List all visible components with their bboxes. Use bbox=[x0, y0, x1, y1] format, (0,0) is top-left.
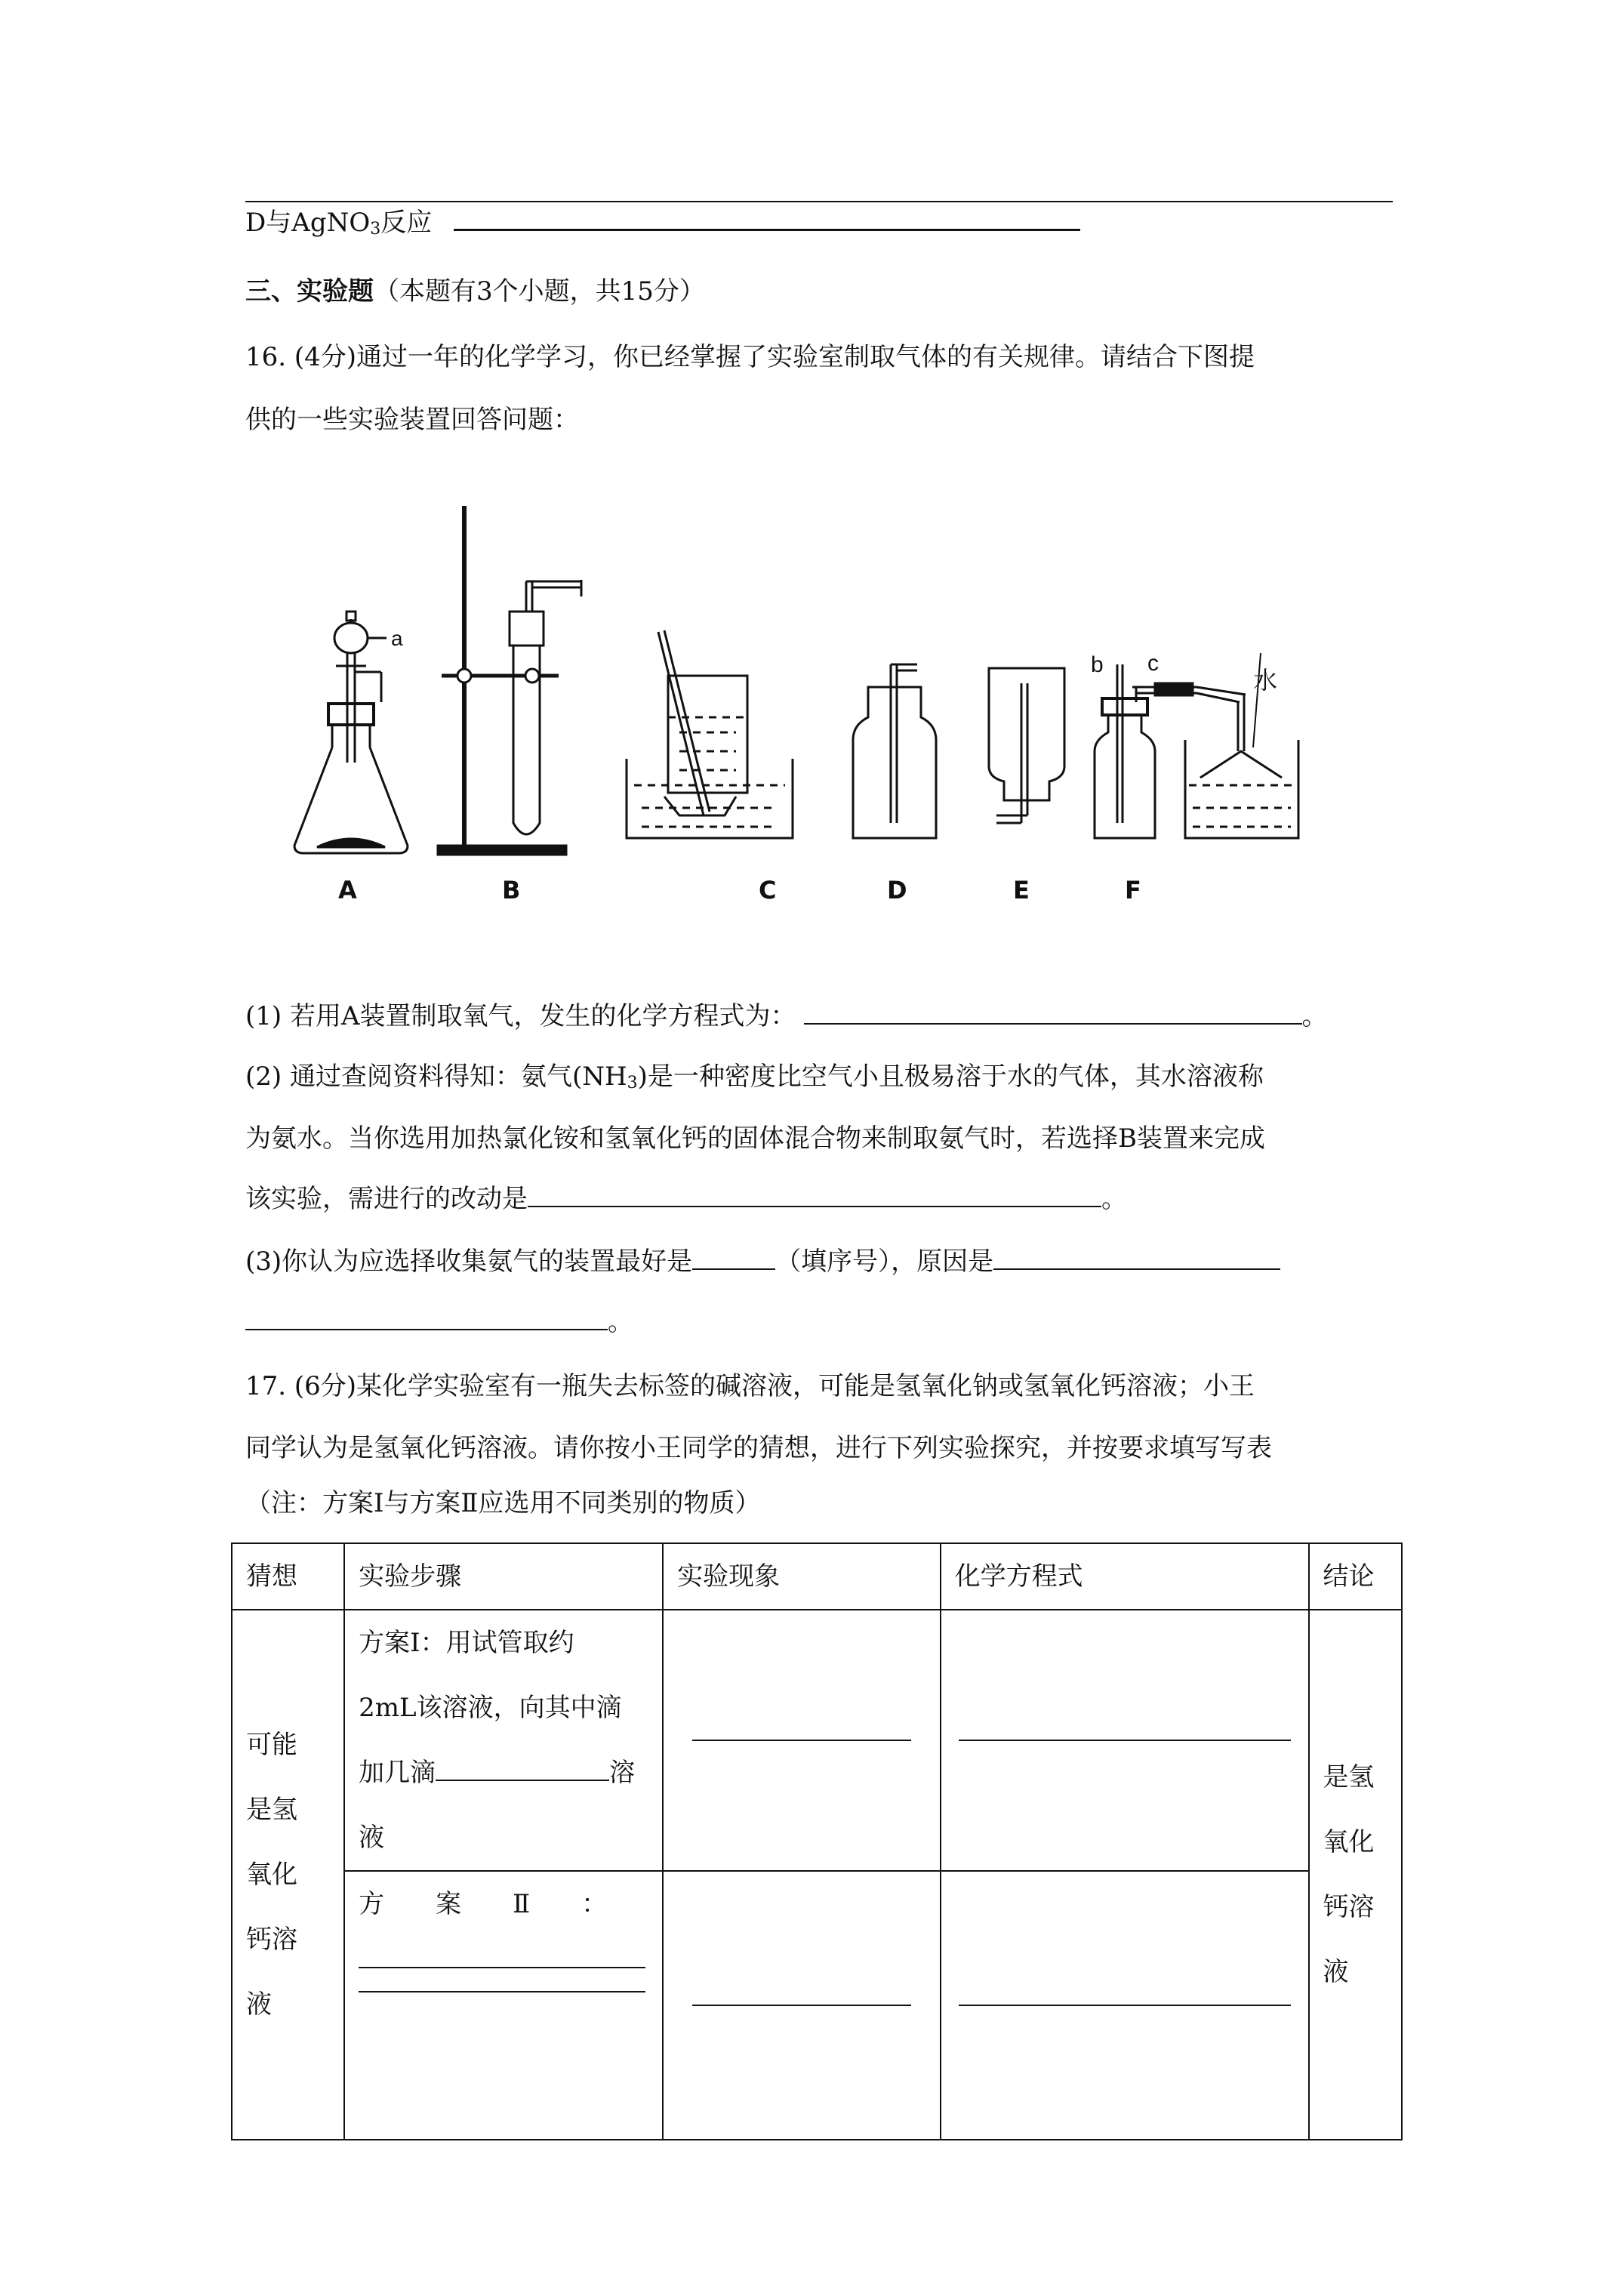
experiment-table bbox=[231, 1542, 1403, 2140]
table-row-plan1 bbox=[232, 1610, 1402, 1871]
plan1-text: 溶 bbox=[609, 1758, 636, 1788]
apparatus-drawing bbox=[272, 491, 1278, 914]
plan2-label: 方 案 Ⅱ ： bbox=[359, 1889, 608, 1919]
guess-line: 钙溶 bbox=[246, 1925, 297, 1955]
plan1-line: 方案Ⅰ：用试管取约 bbox=[359, 1628, 574, 1658]
apparatus-d bbox=[853, 664, 936, 838]
figure-label-small-b: b bbox=[1091, 652, 1104, 677]
answer-blank-q16-3a[interactable] bbox=[692, 1246, 775, 1270]
q16-part2-subscript: 3 bbox=[627, 1074, 638, 1093]
answer-blank-q16-3c[interactable] bbox=[245, 1306, 608, 1330]
answer-blank-q16-1[interactable] bbox=[804, 1000, 1302, 1025]
plan1-equation-cell bbox=[941, 1610, 1309, 1871]
q16-part1-end: 。 bbox=[1301, 1001, 1328, 1031]
header-steps: 实验步骤 bbox=[344, 1543, 663, 1610]
answer-blank-plan1-reagent[interactable] bbox=[436, 1760, 609, 1781]
q17-intro-line2: 同学认为是氢氧化钙溶液。请你按小王同学的猜想，进行下列实验探究，并按要求填写写表 bbox=[245, 1433, 1272, 1463]
apparatus-e bbox=[989, 668, 1064, 823]
q17-intro-line1: 17. (6分)某化学实验室有一瓶失去标签的碱溶液，可能是氢氧化钠或氢氧化钙溶液；小王 bbox=[245, 1371, 1255, 1401]
q16-part3-text-a: (3)你认为应选择收集氨气的装置最好是 bbox=[245, 1247, 693, 1277]
prev-line-prefix: D与AgNO bbox=[245, 208, 371, 238]
conclusion-line: 液 bbox=[1323, 1957, 1349, 1987]
section-title: 三、实验题 bbox=[245, 276, 374, 307]
guess-cell bbox=[232, 1610, 344, 2140]
figure-label-b: B bbox=[502, 876, 521, 905]
answer-blank-plan1-phenomenon[interactable] bbox=[692, 1740, 911, 1741]
plan1-line: 2mL该溶液，向其中滴 bbox=[359, 1693, 622, 1723]
answer-blank-d-agno3[interactable] bbox=[454, 206, 1080, 231]
plan1-line: 液 bbox=[359, 1823, 385, 1853]
q17-note: （注：方案Ⅰ与方案Ⅱ应选用不同类别的物质） bbox=[245, 1488, 761, 1518]
q16-part2-line1 bbox=[245, 1059, 1264, 1101]
q16-part2-line3 bbox=[245, 1182, 1127, 1216]
plan1-steps-cell bbox=[344, 1610, 663, 1871]
prev-line-subscript: 3 bbox=[370, 220, 381, 239]
answer-blank-plan2-step2[interactable] bbox=[359, 1991, 645, 1992]
figure-label-e: E bbox=[1013, 876, 1030, 905]
section-heading bbox=[245, 274, 705, 309]
answer-blank-plan2-equation[interactable] bbox=[959, 2005, 1291, 2006]
guess-line: 氧化 bbox=[246, 1860, 297, 1890]
figure-label-small-a: a bbox=[391, 627, 403, 650]
answer-blank-plan2-phenomenon[interactable] bbox=[692, 2005, 911, 2006]
figure-label-a: A bbox=[338, 876, 357, 905]
apparatus-b bbox=[438, 506, 581, 855]
header-phenomenon: 实验现象 bbox=[663, 1543, 941, 1610]
header-equation: 化学方程式 bbox=[941, 1543, 1309, 1610]
top-rule bbox=[245, 201, 1393, 202]
conclusion-line: 钙溶 bbox=[1323, 1892, 1375, 1922]
plan2-phenomenon-cell bbox=[663, 1871, 941, 2140]
answer-blank-q16-3b[interactable] bbox=[993, 1246, 1280, 1270]
figure-label-d: D bbox=[887, 876, 907, 905]
prev-line-suffix: 反应 bbox=[380, 208, 433, 238]
q16-part2-end: 。 bbox=[1101, 1184, 1127, 1214]
q16-part3-text-b: （填序号），原因是 bbox=[775, 1247, 994, 1277]
plan1-phenomenon-cell bbox=[663, 1610, 941, 1871]
q16-part2-text-b: )是一种密度比空气小且极易溶于水的气体，其水溶液称 bbox=[637, 1062, 1264, 1092]
plan1-text: 加几滴 bbox=[359, 1758, 436, 1788]
q16-part2-text-c: 该实验，需进行的改动是 bbox=[245, 1184, 528, 1214]
q16-part2-text-a: (2) 通过查阅资料得知：氨气(NH bbox=[245, 1062, 627, 1092]
figure-label-f: F bbox=[1125, 876, 1141, 905]
apparatus-c bbox=[627, 630, 793, 838]
section-note: （本题有3个小题，共15分） bbox=[374, 276, 705, 307]
conclusion-line: 是氢 bbox=[1323, 1762, 1375, 1792]
q16-part3-line2 bbox=[245, 1305, 633, 1339]
answer-blank-plan2-step1[interactable] bbox=[359, 1967, 645, 1968]
apparatus-figure bbox=[272, 491, 1278, 914]
figure-label-small-c: c bbox=[1147, 651, 1159, 676]
conclusion-cell bbox=[1309, 1610, 1402, 2140]
table-header-row bbox=[232, 1543, 1402, 1610]
figure-label-water: 水 bbox=[1253, 666, 1278, 695]
q16-part3-line1 bbox=[245, 1244, 1280, 1279]
figure-label-c: C bbox=[759, 876, 777, 905]
header-guess: 猜想 bbox=[232, 1543, 344, 1610]
guess-line: 可能 bbox=[246, 1730, 297, 1760]
q16-part2-line2: 为氨水。当你选用加热氯化铵和氢氧化钙的固体混合物来制取氨气时，若选择B装置来完成 bbox=[245, 1123, 1265, 1154]
previous-question-line bbox=[245, 205, 1080, 247]
answer-blank-q16-2[interactable] bbox=[528, 1183, 1101, 1207]
plan1-line-with-blank bbox=[359, 1740, 648, 1805]
q16-intro-line1: 16. (4分)通过一年的化学学习，你已经掌握了实验室制取气体的有关规律。请结合下图提 bbox=[245, 342, 1255, 372]
q16-part3-end: 。 bbox=[608, 1307, 633, 1337]
table-row-plan2 bbox=[232, 1871, 1402, 2140]
q16-intro-line2: 供的一些实验装置回答问题： bbox=[245, 405, 579, 435]
q16-part1 bbox=[245, 999, 1328, 1034]
plan2-equation-cell bbox=[941, 1871, 1309, 2140]
guess-line: 是氢 bbox=[246, 1795, 297, 1825]
plan2-steps-cell bbox=[344, 1871, 663, 2140]
q16-part1-text: (1) 若用A装置制取氧气，发生的化学方程式为： bbox=[245, 1001, 796, 1031]
guess-line: 液 bbox=[246, 1989, 272, 2020]
conclusion-line: 氧化 bbox=[1323, 1827, 1375, 1857]
header-conclusion: 结论 bbox=[1309, 1543, 1402, 1610]
answer-blank-plan1-equation[interactable] bbox=[959, 1740, 1291, 1741]
